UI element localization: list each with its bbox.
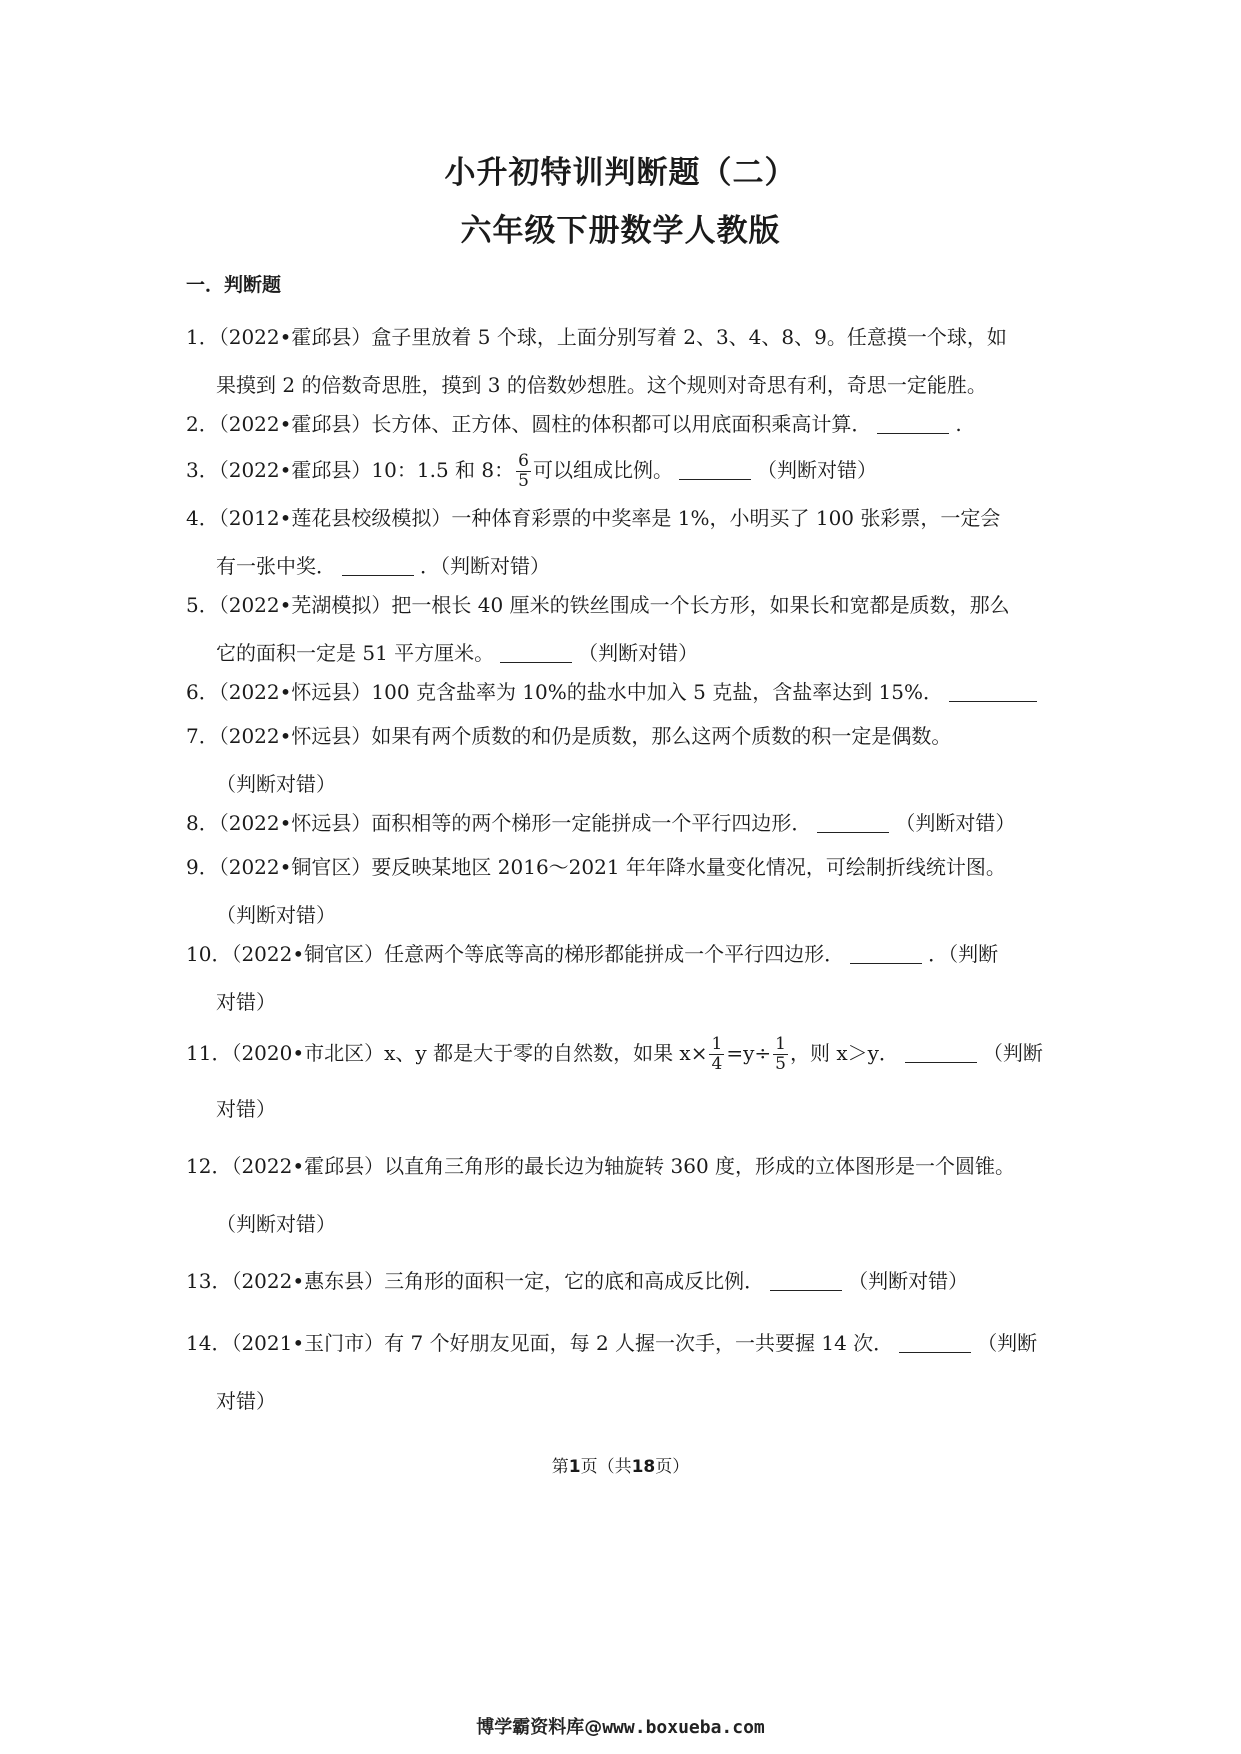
- fraction: $\frac{6}{5}$: [518, 451, 529, 491]
- question-text: 9．（2022•铜官区）要反映某地区 2016～2021 年年降水量变化情况，可绘制折线统计图。: [186, 855, 1006, 879]
- page-subtitle: 六年级下册数学人教版: [460, 213, 781, 249]
- question-tail: （判断对错）: [848, 1269, 969, 1293]
- page-number: 1: [568, 1457, 581, 1477]
- answer-blank[interactable]: [899, 1332, 971, 1353]
- answer-blank[interactable]: [877, 413, 949, 434]
- question-text: 3．（2022•霍邱县）10：1.5 和 8：: [186, 458, 515, 482]
- question-tail: （判断: [982, 1041, 1043, 1065]
- question-text: 11．（2020•市北区）x、y 都是大于零的自然数，如果 x×: [186, 1041, 708, 1065]
- question-10: [186, 930, 1058, 1026]
- question-tail: （判断对错）: [895, 811, 1016, 835]
- watermark: 博学霸资料库@www.boxueba.com: [476, 1717, 765, 1738]
- question-tail: （判断对错）: [756, 458, 877, 482]
- answer-blank[interactable]: [770, 1270, 842, 1291]
- question-11: [186, 1025, 1058, 1137]
- question-text-cont: 有一张中奖． ．（判断对错）: [216, 554, 550, 578]
- question-5: [186, 581, 1058, 677]
- answer-blank[interactable]: [342, 555, 414, 576]
- question-text-cont: 对错）: [216, 1389, 276, 1413]
- page-footer: 第1页（共18页）: [551, 1457, 690, 1477]
- question-text-cont: 对错）: [216, 990, 276, 1014]
- question-1: [186, 313, 1058, 409]
- question-6: [186, 668, 1058, 716]
- question-text-cont: 果摸到 2 的倍数奇思胜，摸到 3 的倍数妙想胜。这个规则对奇思有利，奇思一定能胜。: [216, 373, 987, 397]
- fraction: $\frac{1}{4}$: [711, 1034, 723, 1074]
- question-14: [186, 1314, 1058, 1430]
- question-text: 7．（2022•怀远县）如果有两个质数的和仍是质数，那么这两个质数的积一定是偶数。: [186, 724, 952, 748]
- question-text-cont: 对错）: [216, 1097, 276, 1121]
- page-total: 18: [631, 1457, 656, 1477]
- answer-blank[interactable]: [905, 1042, 977, 1063]
- question-text: 10．（2022•铜官区）任意两个等底等高的梯形都能拼成一个平行四边形．: [186, 942, 845, 966]
- answer-blank[interactable]: [679, 459, 751, 480]
- question-tail: .: [955, 412, 962, 436]
- question-tail: ．（判断: [928, 942, 999, 966]
- answer-blank[interactable]: [500, 642, 572, 663]
- section-heading: 一．判断题: [186, 274, 282, 296]
- question-text: 2．（2022•霍邱县）长方体、正方体、圆柱的体积都可以用底面积乘高计算．: [186, 412, 872, 436]
- question-text: ，则 x＞y．: [789, 1041, 899, 1065]
- question-text: =y÷: [726, 1041, 772, 1065]
- question-text: 8．（2022•怀远县）面积相等的两个梯形一定能拼成一个平行四边形．: [186, 811, 812, 835]
- question-tail: （判断对错）: [578, 641, 699, 665]
- question-text: 5．（2022•芜湖模拟）把一根长 40 厘米的铁丝围成一个长方形，如果长和宽都是质数，那么: [186, 593, 1010, 617]
- question-tail: （判断: [977, 1331, 1038, 1355]
- page-title: 小升初特训判断题（二）: [444, 155, 797, 191]
- question-text: 6．（2022•怀远县）100 克含盐率为 10%的盐水中加入 5 克盐，含盐率达到 15%．: [186, 680, 944, 704]
- question-2: [186, 400, 1058, 448]
- question-12: [186, 1137, 1058, 1253]
- question-text-cont: （判断对错）: [216, 903, 336, 927]
- question-text-cont: 它的面积一定是 51 平方厘米。 （判断对错）: [216, 641, 699, 665]
- question-text: 12．（2022•霍邱县）以直角三角形的最长边为轴旋转 360 度，形成的立体图形是一个圆锥。: [186, 1154, 1016, 1178]
- question-4: [186, 494, 1058, 590]
- answer-blank[interactable]: [850, 943, 922, 964]
- fraction: $\frac{1}{5}$: [775, 1034, 786, 1074]
- answer-blank[interactable]: [949, 681, 1037, 702]
- question-text: 13．（2022•惠东县）三角形的面积一定，它的底和高成反比例．: [186, 1269, 765, 1293]
- question-9: [186, 843, 1058, 939]
- answer-blank[interactable]: [817, 812, 889, 833]
- question-text-cont: （判断对错）: [216, 1212, 336, 1236]
- question-7: [186, 712, 1058, 808]
- question-tail: ．（判断对错）: [420, 554, 550, 578]
- question-text: 14．（2021•玉门市）有 7 个好朋友见面，每 2 人握一次手，一共要握 14 次．: [186, 1331, 894, 1355]
- question-text: 1．（2022•霍邱县）盒子里放着 5 个球，上面分别写着 2、3、4、8、9。任意摸一个球，如: [186, 325, 1007, 349]
- question-8: [186, 799, 1058, 847]
- question-3: [186, 446, 1058, 494]
- question-text-cont: （判断对错）: [216, 772, 336, 796]
- question-text: 4．（2012•莲花县校级模拟）一种体育彩票的中奖率是 1%，小明买了 100 张彩票，一定会: [186, 506, 1001, 530]
- question-13: [186, 1257, 1058, 1305]
- question-text: 可以组成比例。: [532, 458, 673, 482]
